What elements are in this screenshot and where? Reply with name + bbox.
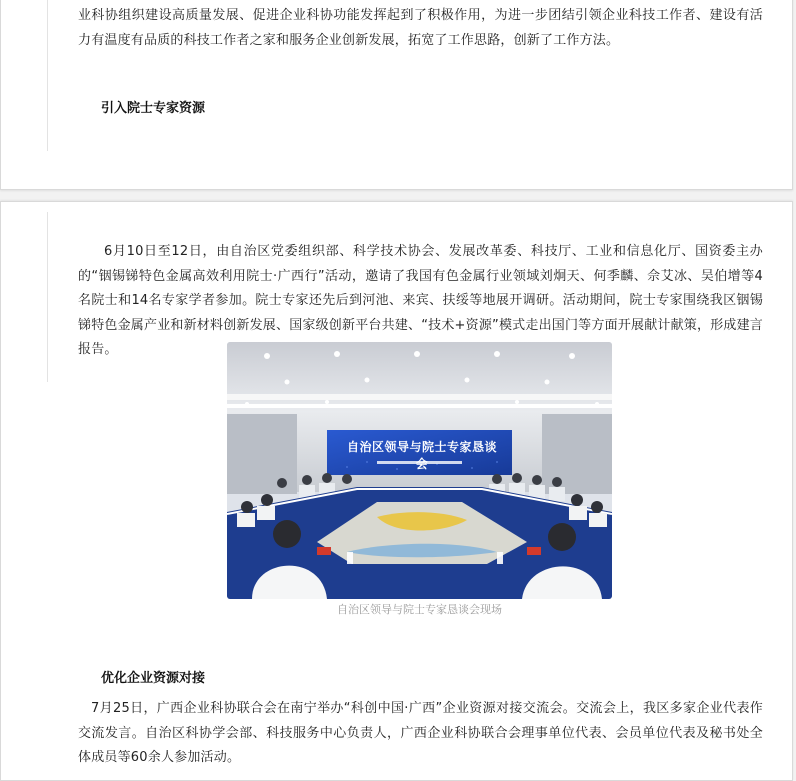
photo-banner-text: 自治区领导与院士专家恳谈会 [347, 440, 498, 471]
paragraph-academician-visit: 6月10日至12日，由自治区党委组织部、科学技术协会、发展改革委、科技厅、工业和信息化厅、国资委主办的“铟锡锑特色金属高效利用院士·广西行”活动，邀请了我国有色金属行业领域刘炯天、何季麟、佘艾冰、吴伯增等4名院士和14名专家学者参加。院士专家还先后到河池、来宾、扶绥等地展开调研。活动期间，院士专家围绕我区铟锡锑特色金属产业和新材料创新发展、国家级创新平台共建、“技术+资源”模式走出国门等方面开展献计献策，形成建言报告。 [78, 244, 763, 357]
photo-caption: 自治区领导与院士专家恳谈会现场 [337, 603, 502, 616]
paragraph-intro-end: 业科协组织建设高质量发展、促进企业科协功能发挥起到了积极作用，为进一步团结引领企业科技工作者、建设有活力有温度有品质的科技工作者之家和服务企业创新发展，拓宽了工作思路，创新了工作方法。 [78, 8, 763, 48]
left-rule [47, 0, 48, 151]
article-card-main [0, 201, 793, 781]
meeting-photo [227, 342, 612, 599]
article-card-top [0, 0, 793, 190]
section-heading-resource-matching: 优化企业资源对接 [101, 671, 206, 686]
paragraph-resource-matching: 7月25日，广西企业科协联合会在南宁举办“科创中国·广西”企业资源对接交流会。交流会上，我区多家企业代表作交流发言。自治区科协学会部、科技服务中心负责人，广西企业科协联合会理事单位代表、会员单位代表及秘书处全体成员等60余人参加活动。 [78, 701, 763, 765]
section-heading-academician: 引入院士专家资源 [101, 101, 206, 116]
left-rule [47, 212, 48, 382]
